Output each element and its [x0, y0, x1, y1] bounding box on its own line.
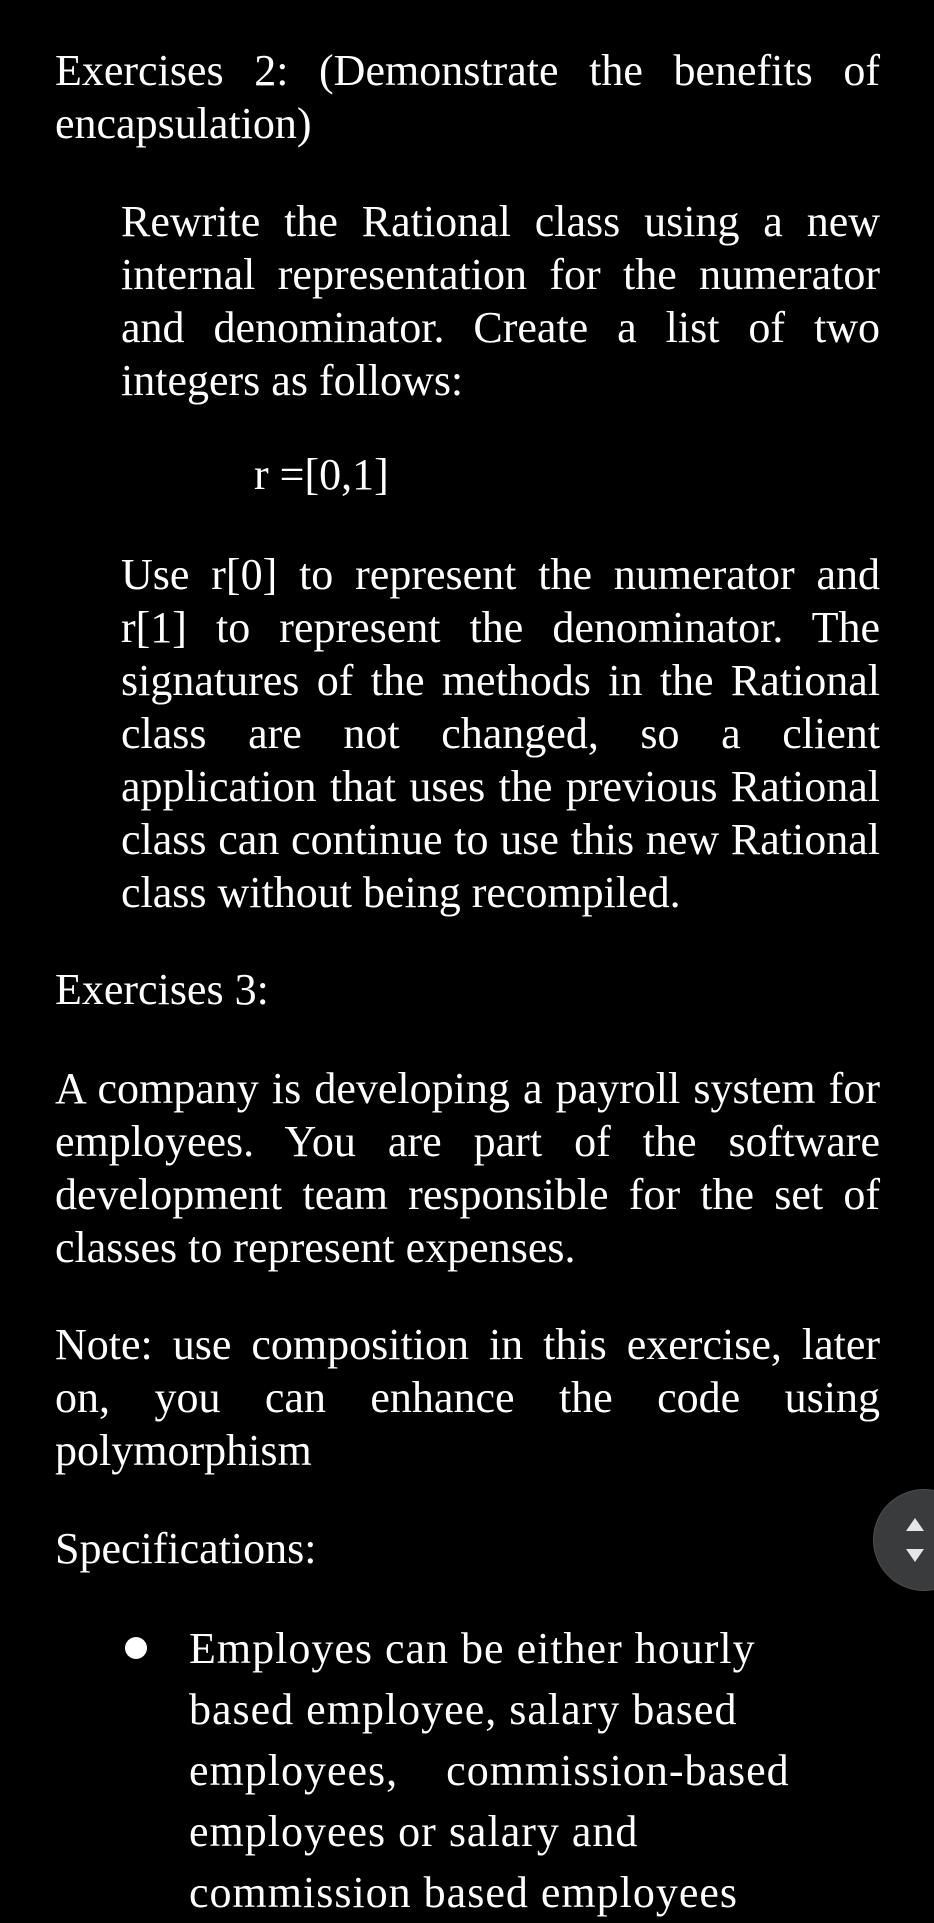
exercise-3-intro: A company is developing a payroll system for employees. You are part of the software development team responsible for the set of classes to represent expenses. — [55, 1064, 880, 1272]
up-down-arrows-icon — [904, 1514, 926, 1566]
exercise-2-heading: Exercises 2: (Demonstrate the benefits of encapsulation) — [55, 46, 880, 148]
exercise-2-intro: Rewrite the Rational class using a new internal representation for the numerator and denominator. Create a list of two integers as follows: — [121, 197, 880, 405]
bullet-text: Employes can be either hourly based employee, salary based employees, commission-based employees or salary and commission based employees — [189, 1624, 802, 1917]
exercise-2-detail: Use r[0] to represent the numerator and r[1] to represent the denominator. The signatures of the methods in the Rational class are not changed, so a client application that uses the previous Rational class can continue to use this new Rational class without being recompiled. — [121, 550, 880, 917]
exercise-3-heading: Exercises 3: — [55, 965, 269, 1014]
exercise-2-code: r =[0,1] — [254, 450, 389, 499]
bullet-icon — [125, 1637, 147, 1659]
exercise-3-note: Note: use composition in this exercise, later on, you can enhance the code using polymorphism — [55, 1320, 880, 1475]
specifications-heading: Specifications: — [55, 1524, 317, 1573]
scroll-handle[interactable] — [873, 1489, 934, 1591]
